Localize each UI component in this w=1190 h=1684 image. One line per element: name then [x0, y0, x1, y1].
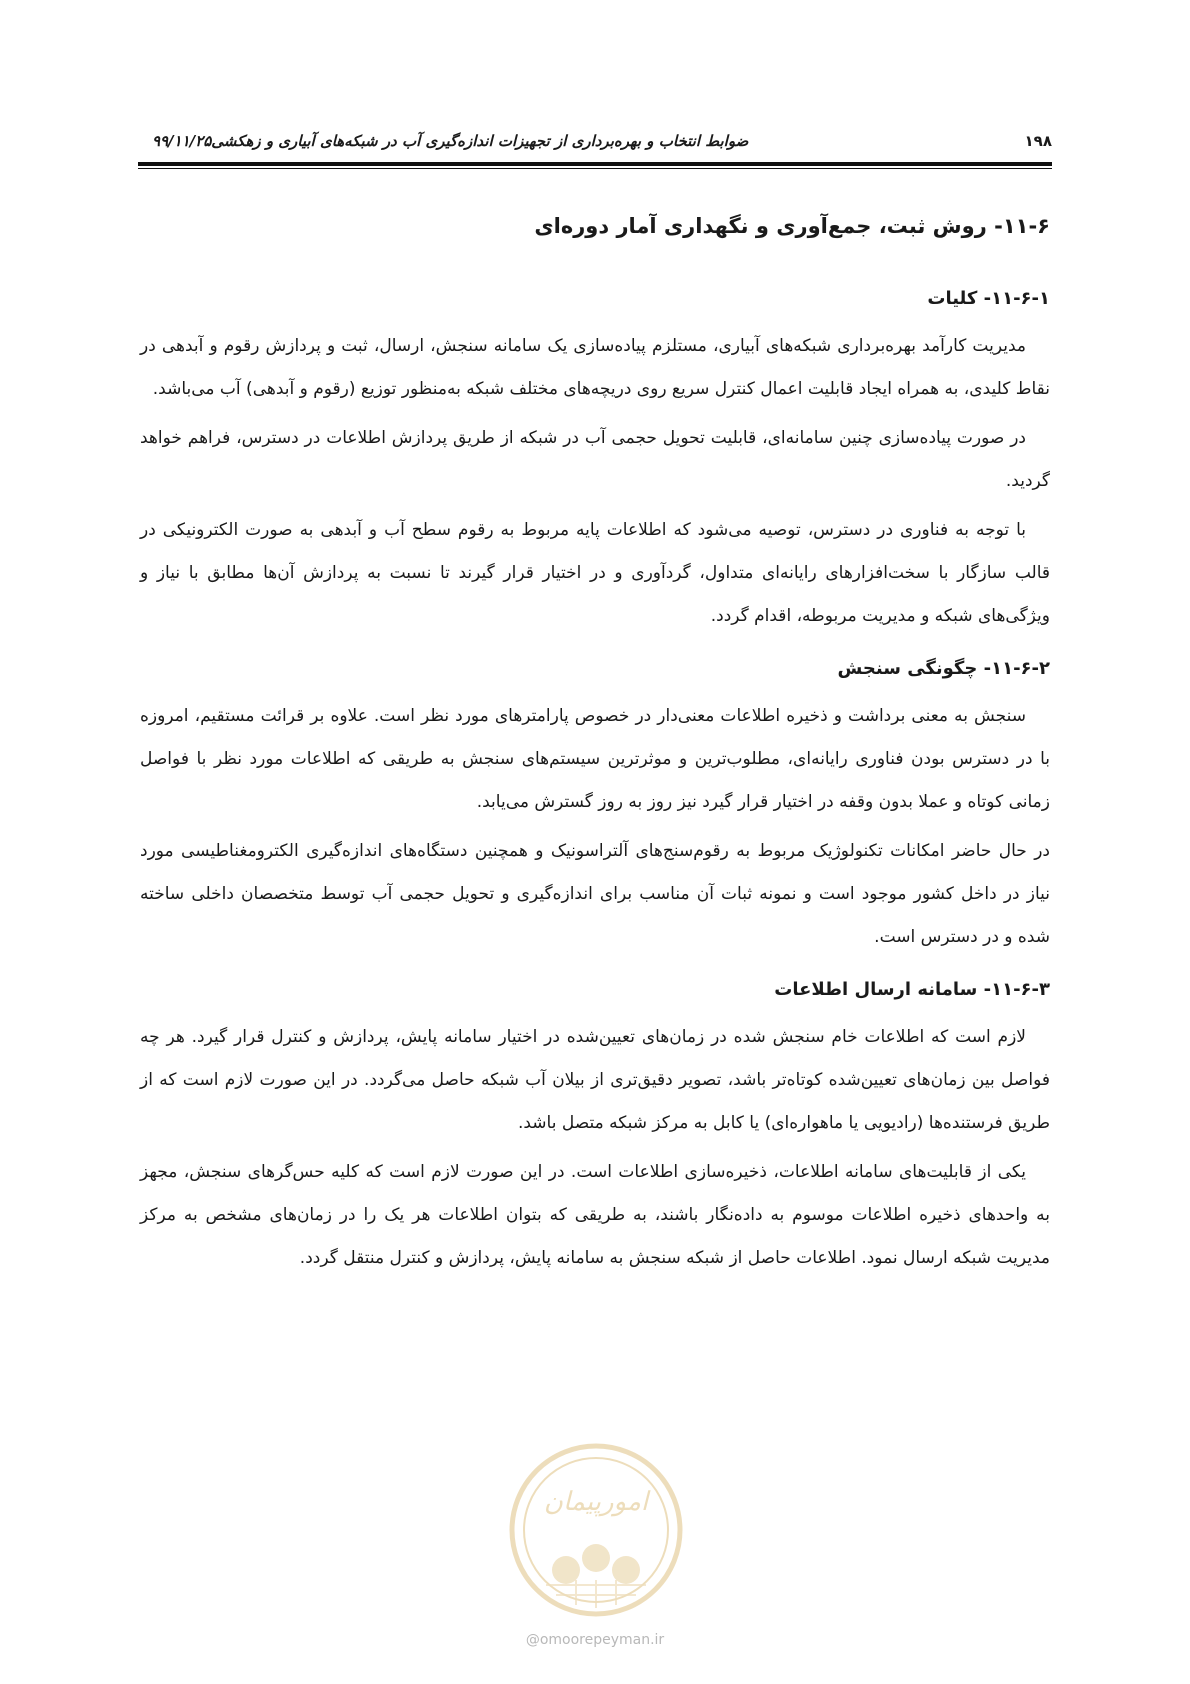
watermark-logo-text: امورپیمان — [543, 1487, 649, 1517]
main-content — [140, 214, 1050, 1286]
page-number: ۱۹۸ — [1024, 132, 1052, 150]
header-date: ۹۹/۱۱/۲۵ — [152, 132, 212, 150]
watermark-url: @omoorepeyman.ir — [525, 1632, 665, 1648]
paragraph: در صورت پیاده‌سازی چنین سامانه‌ای، قابلیت تحویل حجمی آب در شبکه از طریق پردازش اطلاعات در دسترس، فراهم خواهد گردید. — [140, 428, 1050, 491]
paragraph: سنجش به معنی برداشت و ذخیره اطلاعات معنی‌دار در خصوص پارامترهای مورد نظر است. علاوه بر قرائت مستقیم، امروزه با در دسترس بودن فناوری رایانه‌ای، مطلوب‌ترین و موثرترین سیستم‌های سنجش به طریقی که اطلاعات مورد نظر با فواصل زمانی کوتاه و عملا بدون وقفه در اختیار قرار گیرد نیز روز به روز گسترش می‌یابد. — [140, 706, 1050, 812]
paragraph: لازم است که اطلاعات خام سنجش شده در زمان‌های تعیین‌شده در اختیار سامانه پایش، پردازش و کنترل قرار گیرد. هر چه فواصل بین زمان‌های تعیین‌شده کوتاه‌تر باشد، تصویر دقیق‌تری از بیلان آب شبکه حاصل می‌گردد. در این صورت لازم است که از طریق فرستنده‌ها (رادیویی یا ماهواره‌ای) یا کابل به مرکز شبکه متصل باشد. — [140, 1027, 1050, 1133]
header-rule-thin — [138, 168, 1052, 169]
gear-icon — [552, 1544, 640, 1584]
subsection-heading-general: ۱۱-۶-۱- کلیات — [927, 288, 1050, 309]
header-title: ضوابط انتخاب و بهره‌برداری از تجهیزات اندازه‌گیری آب در شبکه‌های آبیاری و زهکشی — [211, 132, 749, 150]
section-title: ۱۱-۶- روش ثبت، جمع‌آوری و نگهداری آمار دوره‌ای — [534, 214, 1050, 238]
running-header — [138, 128, 1052, 154]
subsection-heading-transmission: ۱۱-۶-۳- سامانه ارسال اطلاعات — [774, 979, 1050, 1000]
paragraph: یکی از قابلیت‌های سامانه اطلاعات، ذخیره‌سازی اطلاعات است. در این صورت لازم است که کلیه حس‌گرهای سنجش، مجهز به واحدهای ذخیره اطلاعات موسوم به داده‌نگار باشند، به طریقی که بتوان اطلاعات هر یک را در زمان‌های مشخص به مرکز مدیریت شبکه ارسال نمود. اطلاعات حاصل از شبکه سنجش به سامانه پایش، پردازش و کنترل منتقل گردد. — [140, 1162, 1050, 1268]
watermark-logo — [506, 1440, 686, 1620]
paragraph: با توجه به فناوری در دسترس، توصیه می‌شود که اطلاعات پایه مربوط به رقوم سطح آب و آبدهی به صورت الکترونیکی در قالب سازگار با سخت‌افزارهای رایانه‌ای متداول، گردآوری و در اختیار قرار گیرند تا نسبت به پردازش آن‌ها مطابق با نیاز و ویژگی‌های شبکه و مدیریت مربوطه، اقدام گردد. — [140, 520, 1050, 626]
paragraph: در حال حاضر امکانات تکنولوژیک مربوط به رقوم‌سنج‌های آلتراسونیک و همچنین دستگاه‌های اندازه‌گیری الکترومغناطیسی مورد نیاز در داخل کشور موجود است و نمونه ثبات آن مناسب برای اندازه‌گیری و تحویل حجمی آب توسط متخصصان داخلی ساخته شده و در دسترس است. — [140, 841, 1050, 947]
header-rule-thick — [138, 162, 1052, 166]
paragraph: مدیریت کارآمد بهره‌برداری شبکه‌های آبیاری، مستلزم پیاده‌سازی یک سامانه سنجش، ارسال، ثبت و پردازش رقوم و آبدهی در نقاط کلیدی، به همراه ایجاد قابلیت اعمال کنترل سریع روی دریچه‌های مختلف شبکه به‌منظور توزیع (رقوم و آبدهی) آب می‌باشد. — [140, 336, 1050, 399]
subsection-heading-measurement: ۱۱-۶-۲- چگونگی سنجش — [837, 658, 1050, 679]
